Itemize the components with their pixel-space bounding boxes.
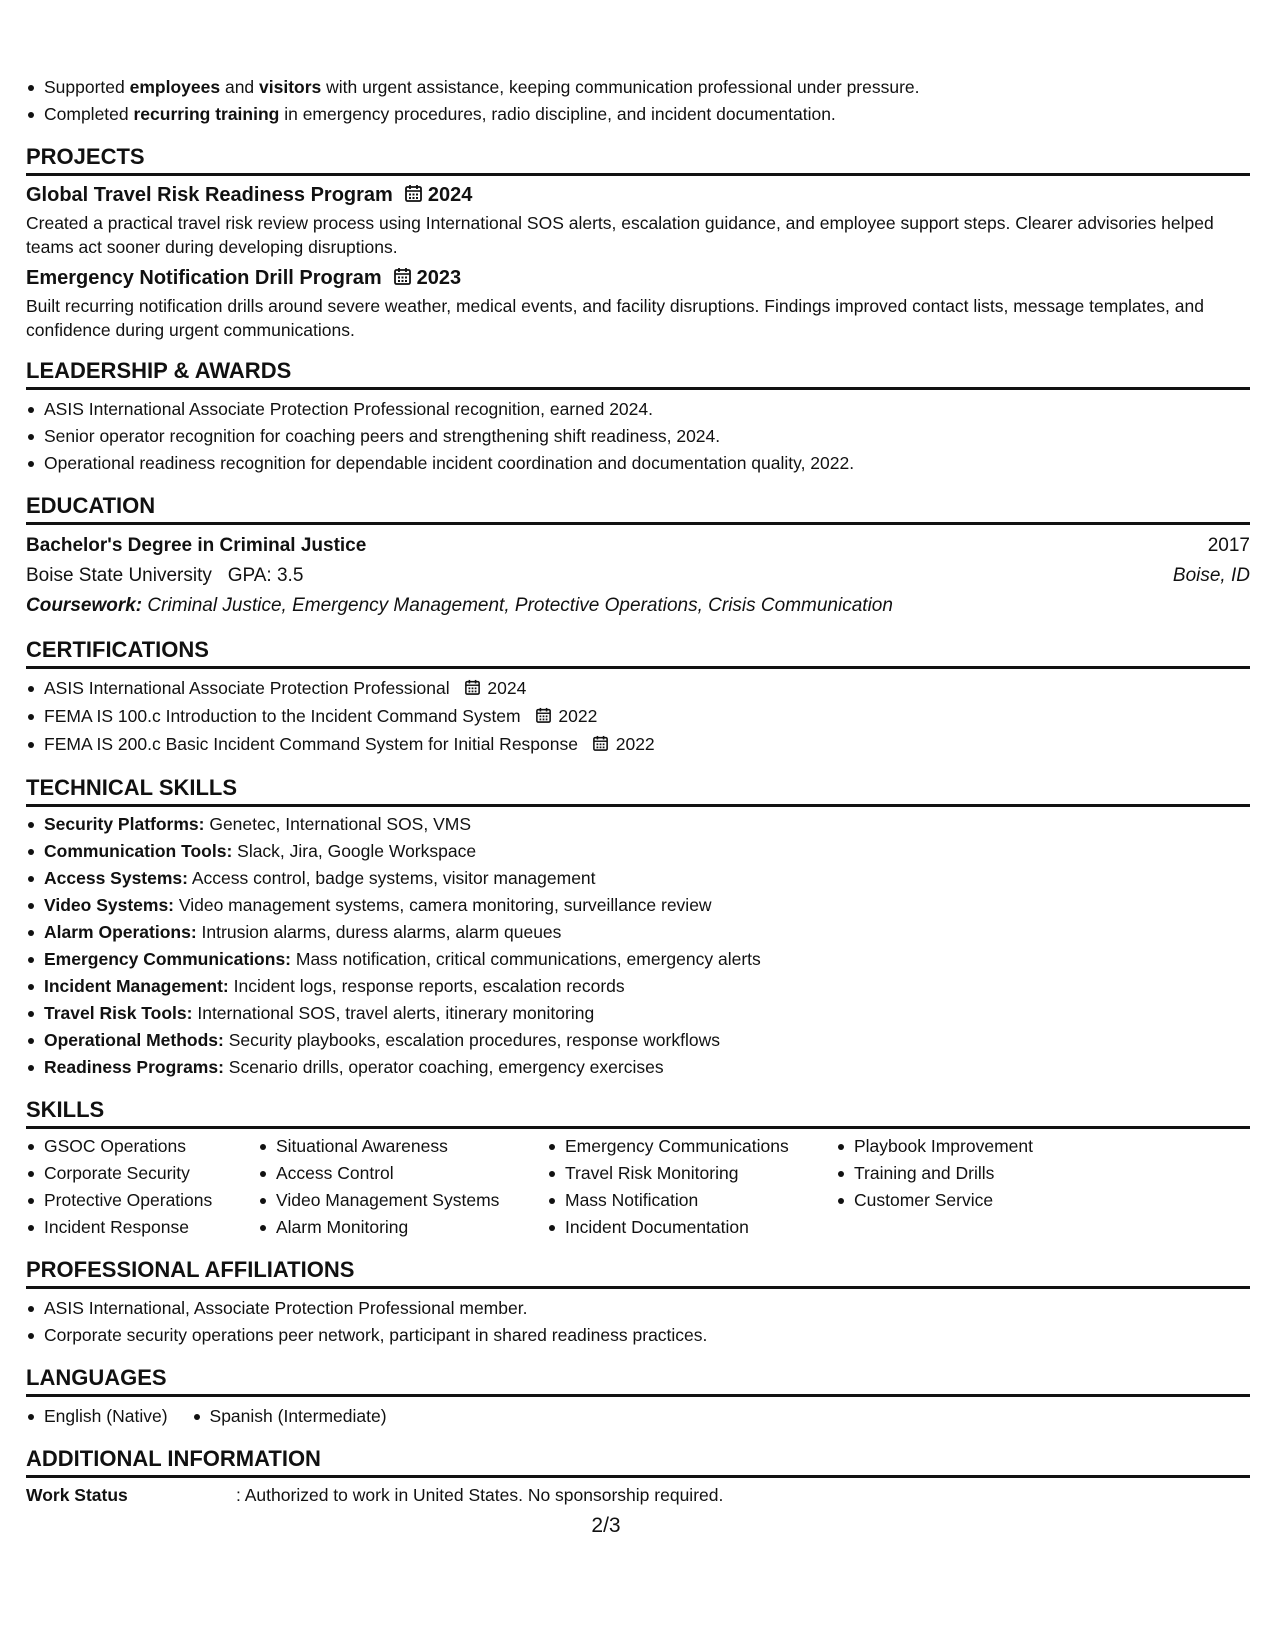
list-item: Mass Notification: [565, 1187, 836, 1214]
skill-value: Video management systems, camera monitoring, surveillance review: [174, 894, 712, 915]
list-item: English (Native): [44, 1403, 168, 1430]
list-item: Access Control: [276, 1160, 547, 1187]
degree: Bachelor's Degree in Criminal Justice: [26, 535, 367, 556]
section-title: LEADERSHIP & AWARDS: [26, 358, 1250, 390]
skill-value: Mass notification, critical communications, emergency alerts: [291, 948, 761, 969]
list-item: Alarm Monitoring: [276, 1214, 547, 1241]
skill-label: Communication Tools:: [44, 840, 233, 861]
experience-bullets: [26, 74, 1250, 128]
skill-value: Scenario drills, operator coaching, emergency exercises: [223, 1056, 664, 1077]
list-item: [44, 865, 1250, 892]
list-item: Spanish (Intermediate): [210, 1403, 387, 1430]
project-description: Created a practical travel risk review process using International SOS alerts, escalation guidance, and employee support steps. Clearer advisories helped teams act sooner during developing disruptions.: [26, 213, 1214, 257]
education-section: [26, 493, 1250, 621]
section-title: PROJECTS: [26, 144, 1250, 176]
certification-year: 2022: [558, 705, 598, 726]
project-title: Emergency Notification Drill Program: [26, 267, 382, 289]
calendar-icon: [593, 732, 608, 759]
calendar-icon: [536, 704, 551, 731]
certification-item: [44, 675, 1250, 703]
list-item: Playbook Improvement: [854, 1133, 1114, 1160]
list-item: Customer Service: [854, 1187, 1114, 1214]
skill-label: Travel Risk Tools:: [44, 1002, 193, 1023]
list-item: [44, 811, 1250, 838]
technical-skills-section: [26, 775, 1250, 1081]
list-item: ASIS International Associate Protection Professional recognition, earned 2024.: [44, 396, 1250, 423]
skill-label: Operational Methods:: [44, 1029, 224, 1050]
skill-label: Incident Management:: [44, 975, 229, 996]
list-item: Senior operator recognition for coaching peers and strengthening shift readiness, 2024.: [44, 423, 1250, 450]
list-item: Training and Drills: [854, 1160, 1114, 1187]
school: Boise State University: [26, 565, 212, 586]
calendar-icon: [405, 184, 422, 207]
list-item: Incident Documentation: [565, 1214, 836, 1241]
section-title: LANGUAGES: [26, 1365, 1250, 1397]
section-title: ADDITIONAL INFORMATION: [26, 1446, 1250, 1478]
list-item: [44, 1000, 1250, 1027]
gpa: GPA: 3.5: [227, 565, 304, 586]
list-item: GSOC Operations: [44, 1133, 258, 1160]
skill-value: Access control, badge systems, visitor management: [187, 867, 596, 888]
skill-value: International SOS, travel alerts, itinerary monitoring: [192, 1002, 595, 1023]
skill-label: Security Platforms:: [44, 813, 205, 834]
additional-section: [26, 1446, 1250, 1509]
list-item: Operational readiness recognition for dependable incident coordination and documentation quality, 2022.: [44, 450, 1250, 477]
skill-value: Incident logs, response reports, escalation records: [228, 975, 625, 996]
certification-name: ASIS International Associate Protection Professional: [44, 678, 450, 698]
list-item: ASIS International, Associate Protection Professional member.: [44, 1295, 1250, 1322]
leadership-section: [26, 358, 1250, 477]
experience-bullet: Supported employees and visitors with urgent assistance, keeping communication professional under pressure.: [44, 74, 1250, 101]
info-label: Work Status: [26, 1484, 128, 1505]
section-title: SKILLS: [26, 1097, 1250, 1129]
list-item: Situational Awareness: [276, 1133, 547, 1160]
project-description: Built recurring notification drills around severe weather, medical events, and facility disruptions. Findings improved contact lists, message templates, and confidence during urgent communications.: [26, 296, 1204, 340]
list-item: Protective Operations: [44, 1187, 258, 1214]
projects-section: [26, 144, 1250, 342]
certifications-section: [26, 637, 1250, 759]
list-item: Corporate security operations peer network, participant in shared readiness practices.: [44, 1322, 1250, 1349]
list-item: [44, 1027, 1250, 1054]
list-item: Incident Response: [44, 1214, 258, 1241]
list-item: [44, 946, 1250, 973]
skill-label: Access Systems:: [44, 867, 188, 888]
experience-bullet: Completed recurring training in emergency procedures, radio discipline, and incident documentation.: [44, 101, 1250, 128]
skill-label: Video Systems:: [44, 894, 175, 915]
list-item: Travel Risk Monitoring: [565, 1160, 836, 1187]
certification-item: [44, 731, 1250, 759]
calendar-icon: [394, 267, 411, 290]
certification-year: 2024: [487, 678, 527, 698]
section-title: PROFESSIONAL AFFILIATIONS: [26, 1257, 1250, 1289]
skills-section: [26, 1097, 1250, 1241]
affiliations-section: [26, 1257, 1250, 1349]
list-item: [44, 973, 1250, 1000]
project-title: Global Travel Risk Readiness Program: [26, 184, 393, 206]
certification-item: [44, 703, 1250, 731]
list-item: [44, 892, 1250, 919]
page-number: 2/3: [591, 1514, 621, 1537]
project-year: 2023: [416, 267, 462, 289]
list-item: Emergency Communications: [565, 1133, 836, 1160]
list-item: [44, 1054, 1250, 1081]
certification-year: 2022: [615, 733, 655, 754]
info-value: : Authorized to work in United States. No sponsorship required.: [236, 1484, 724, 1505]
skill-label: Alarm Operations:: [44, 921, 197, 942]
project-item: [26, 267, 1250, 342]
skill-value: Intrusion alarms, duress alarms, alarm queues: [196, 921, 562, 942]
project-item: [26, 184, 1250, 259]
skill-label: Emergency Communications:: [44, 948, 291, 969]
calendar-icon: [465, 676, 480, 703]
project-year: 2024: [427, 184, 473, 206]
section-title: TECHNICAL SKILLS: [26, 775, 1250, 807]
coursework: [26, 591, 1250, 621]
coursework-label: Coursework:: [26, 595, 143, 616]
section-title: EDUCATION: [26, 493, 1250, 525]
languages-section: [26, 1365, 1250, 1430]
list-item: Corporate Security: [44, 1160, 258, 1187]
list-item: [44, 838, 1250, 865]
list-item: Video Management Systems: [276, 1187, 547, 1214]
skill-label: Readiness Programs:: [44, 1056, 224, 1077]
education-location: Boise, ID: [1172, 565, 1250, 586]
coursework-list: Criminal Justice, Emergency Management, Protective Operations, Crisis Communication: [142, 595, 893, 616]
skill-value: Security playbooks, escalation procedures, response workflows: [223, 1029, 720, 1050]
certification-name: FEMA IS 100.c Introduction to the Incident Command System: [44, 705, 521, 726]
certification-name: FEMA IS 200.c Basic Incident Command System for Initial Response: [44, 733, 578, 754]
skill-value: Slack, Jira, Google Workspace: [232, 840, 477, 861]
skill-value: Genetec, International SOS, VMS: [204, 813, 471, 834]
education-year: 2017: [1207, 535, 1250, 556]
resume-page: [26, 74, 1250, 1509]
list-item: [44, 919, 1250, 946]
section-title: CERTIFICATIONS: [26, 637, 1250, 669]
